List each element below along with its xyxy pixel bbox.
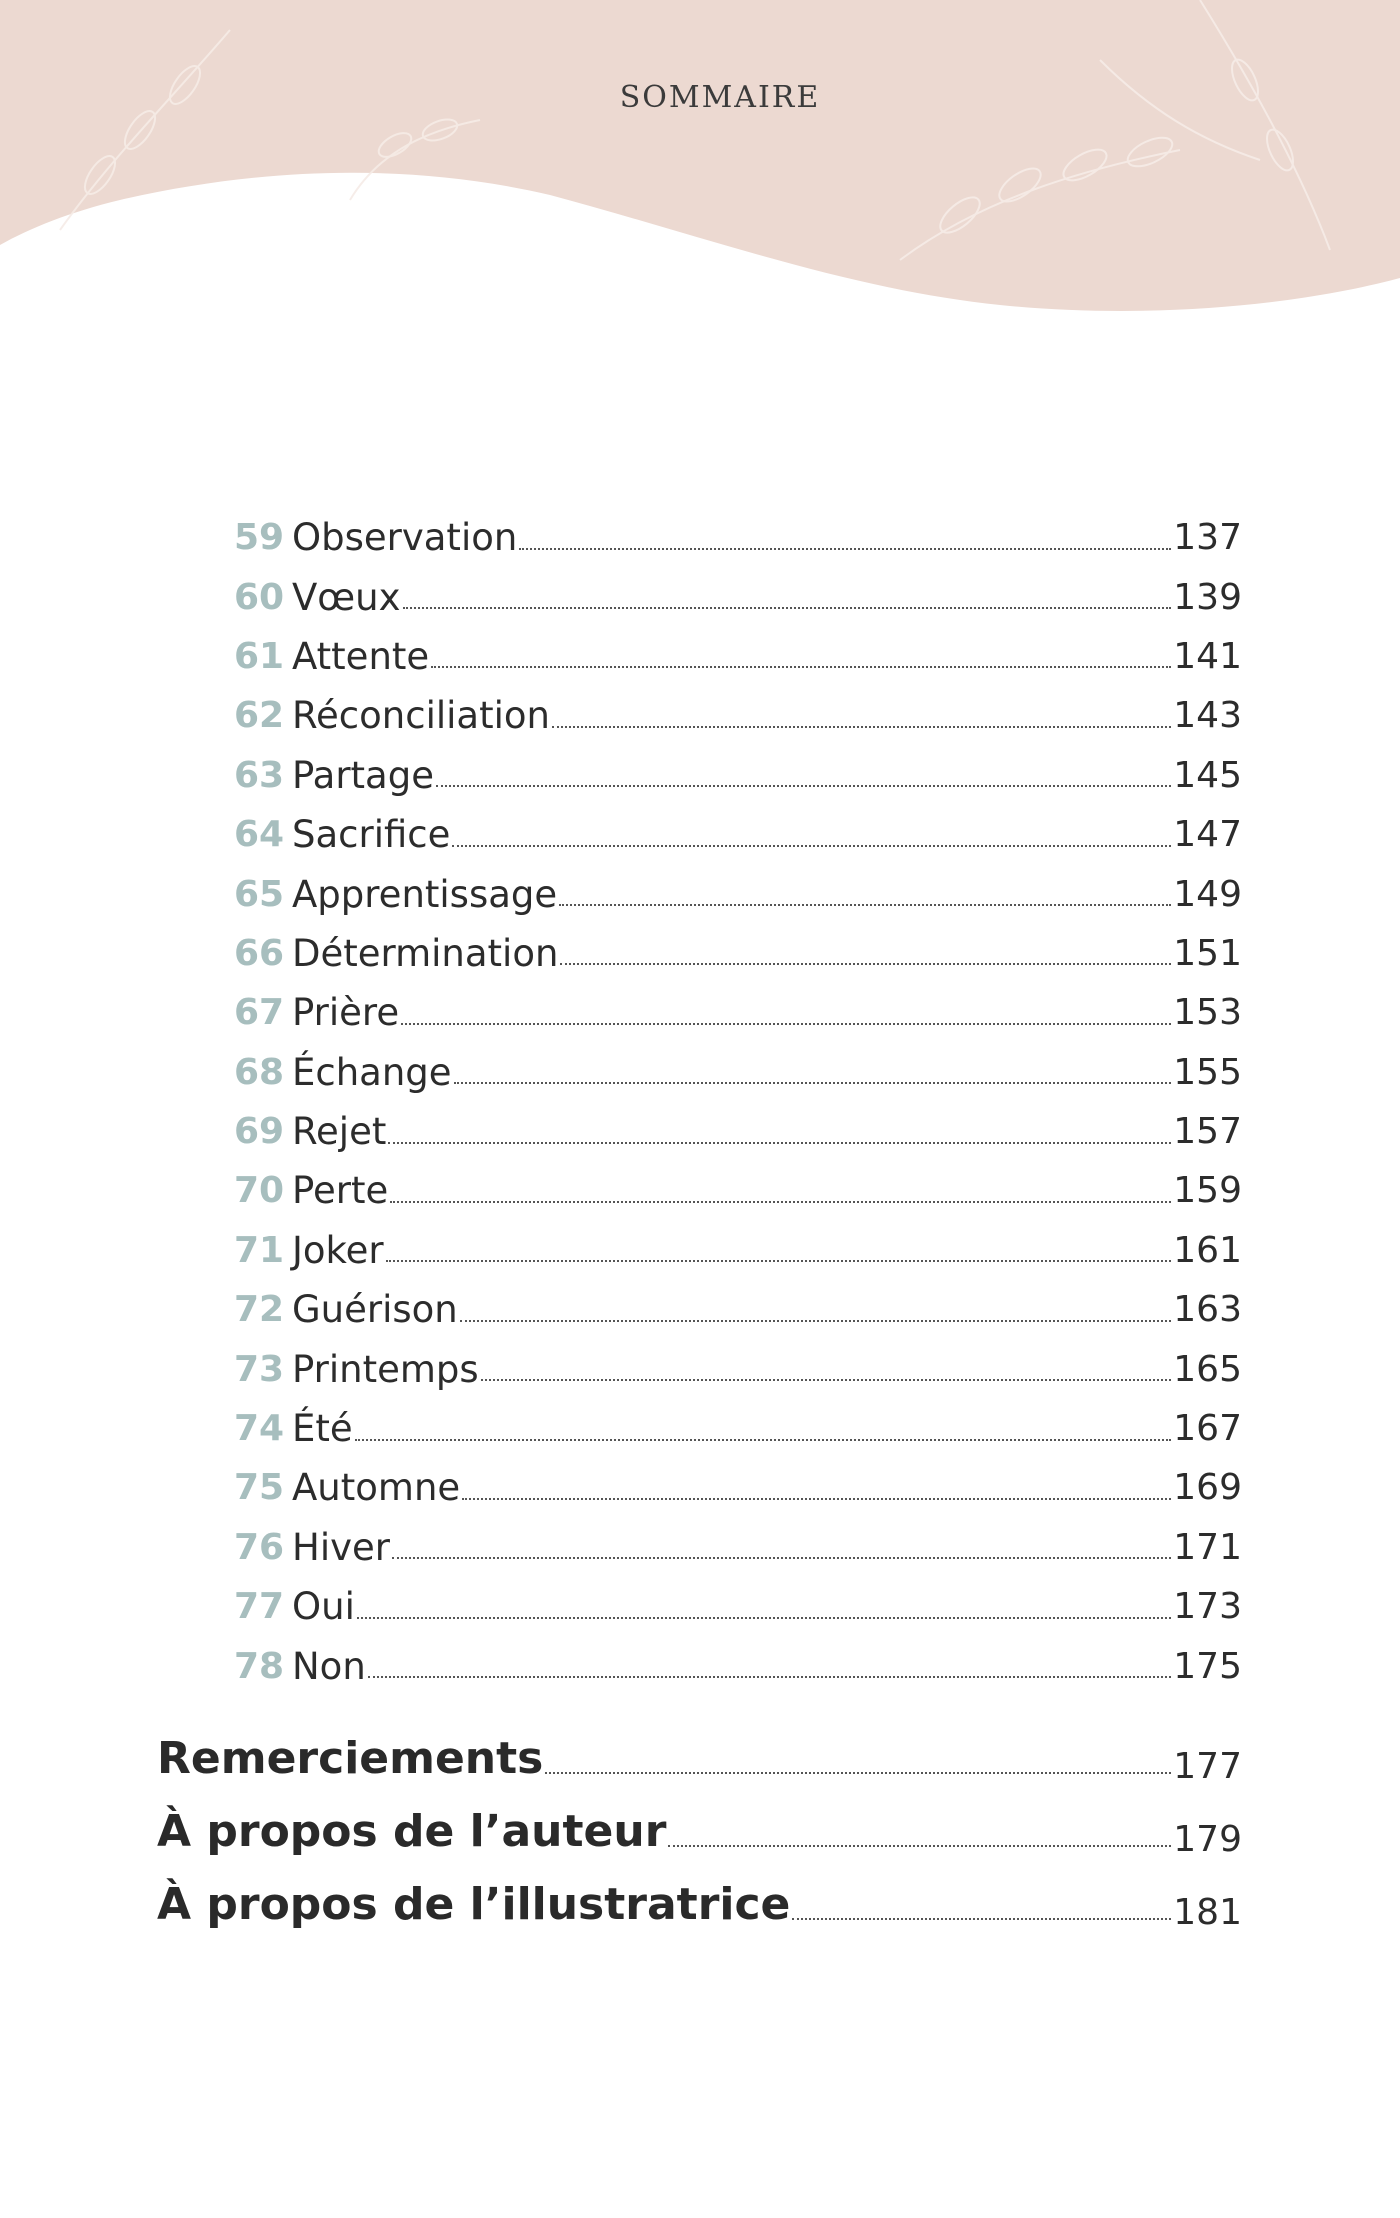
dot-leader <box>454 1082 1172 1084</box>
toc-entry-title: Automne <box>292 1466 461 1510</box>
toc-entry-page: 145 <box>1173 754 1242 796</box>
toc-entry-number: 62 <box>234 695 285 737</box>
toc-entry-page: 159 <box>1173 1170 1242 1212</box>
dot-leader <box>460 1320 1172 1322</box>
toc-entry-number: 74 <box>234 1408 285 1450</box>
toc-entry-title: Échange <box>292 1050 452 1094</box>
toc-entry <box>234 1339 1242 1398</box>
toc-entry <box>234 627 1242 686</box>
toc-entry <box>234 1636 1242 1695</box>
toc-entry <box>234 983 1242 1042</box>
toc-entry-page: 139 <box>1173 576 1242 618</box>
back-matter-entry <box>157 1795 1242 1868</box>
dot-leader <box>792 1918 1171 1920</box>
back-matter-entry <box>157 1722 1242 1795</box>
toc-entry <box>234 1043 1242 1102</box>
toc-entry-title: Attente <box>292 634 430 678</box>
toc-entry-page: 147 <box>1173 814 1242 856</box>
back-matter-title: Remerciements <box>157 1733 544 1784</box>
back-matter-entry <box>157 1868 1242 1941</box>
header-band <box>0 0 1400 320</box>
toc-entry-number: 68 <box>234 1051 285 1093</box>
toc-entry-number: 63 <box>234 754 285 796</box>
toc-entry-title: Oui <box>292 1585 355 1629</box>
toc-entry-page: 175 <box>1173 1645 1242 1687</box>
page-title: SOMMAIRE <box>619 80 821 115</box>
header-wave-background <box>0 0 1400 311</box>
dot-leader <box>481 1379 1172 1381</box>
toc-entry-number: 59 <box>234 517 285 559</box>
back-matter-list <box>157 1722 1242 1941</box>
toc-entry-page: 171 <box>1173 1526 1242 1568</box>
back-matter-title: À propos de l’illustratrice <box>157 1879 791 1930</box>
back-matter-title: À propos de l’auteur <box>157 1806 667 1857</box>
toc-entry-title: Observation <box>292 516 518 560</box>
toc-entry-title: Printemps <box>292 1347 479 1391</box>
toc-entry-page: 157 <box>1173 1111 1242 1153</box>
toc-list <box>234 508 1242 1696</box>
dot-leader <box>431 666 1171 668</box>
toc-entry-number: 67 <box>234 992 285 1034</box>
dot-leader <box>560 963 1171 965</box>
dot-leader <box>403 607 1172 609</box>
toc-entry-title: Sacrifice <box>292 813 451 857</box>
dot-leader <box>388 1142 1171 1144</box>
dot-leader <box>462 1498 1171 1500</box>
dot-leader <box>355 1439 1172 1441</box>
dot-leader <box>552 726 1171 728</box>
toc-entry-number: 61 <box>234 635 285 677</box>
toc-entry <box>234 924 1242 983</box>
dot-leader <box>668 1845 1171 1847</box>
toc-entry-title: Partage <box>292 753 434 797</box>
toc-entry-page: 167 <box>1173 1408 1242 1450</box>
back-matter-page: 177 <box>1173 1746 1242 1787</box>
toc-entry-number: 65 <box>234 873 285 915</box>
dot-leader <box>392 1557 1171 1559</box>
toc-entry-title: Été <box>292 1407 353 1451</box>
toc-entry-page: 163 <box>1173 1289 1242 1331</box>
toc-entry-page: 169 <box>1173 1467 1242 1509</box>
toc-entry-title: Joker <box>292 1228 384 1272</box>
toc-entry-title: Rejet <box>292 1110 387 1154</box>
back-matter-page: 181 <box>1173 1892 1242 1933</box>
toc-entry-number: 69 <box>234 1111 285 1153</box>
dot-leader <box>357 1617 1171 1619</box>
toc-entry-page: 173 <box>1173 1586 1242 1628</box>
toc-entry-title: Apprentissage <box>292 872 558 916</box>
toc-entry <box>234 567 1242 626</box>
toc-entry-page: 161 <box>1173 1229 1242 1271</box>
toc-entry-number: 70 <box>234 1170 285 1212</box>
toc-entry <box>234 864 1242 923</box>
toc-entry-title: Perte <box>292 1169 389 1213</box>
toc-entry-page: 137 <box>1173 517 1242 559</box>
dot-leader <box>559 904 1171 906</box>
toc-entry-title: Vœux <box>292 575 401 619</box>
toc-entry <box>234 1458 1242 1517</box>
toc-entry-title: Non <box>292 1644 366 1688</box>
toc-entry-title: Guérison <box>292 1288 458 1332</box>
toc-entry <box>234 1221 1242 1280</box>
toc-entry-number: 71 <box>234 1229 285 1271</box>
toc-entry-title: Prière <box>292 991 400 1035</box>
dot-leader <box>545 1772 1171 1774</box>
toc-entry-number: 78 <box>234 1645 285 1687</box>
toc-entry <box>234 1399 1242 1458</box>
toc-entry-page: 141 <box>1173 635 1242 677</box>
toc-entry-page: 151 <box>1173 932 1242 974</box>
toc-entry-number: 75 <box>234 1467 285 1509</box>
dot-leader <box>452 845 1171 847</box>
toc-entry <box>234 1102 1242 1161</box>
back-matter-page: 179 <box>1173 1819 1242 1860</box>
toc-entry-title: Détermination <box>292 931 559 975</box>
dot-leader <box>390 1201 1171 1203</box>
toc-entry <box>234 1577 1242 1636</box>
toc-entry-page: 149 <box>1173 873 1242 915</box>
dot-leader <box>368 1676 1172 1678</box>
toc-entry <box>234 746 1242 805</box>
toc-entry-title: Réconciliation <box>292 694 550 738</box>
toc-entry <box>234 686 1242 745</box>
dot-leader <box>519 548 1171 550</box>
toc-entry <box>234 805 1242 864</box>
dot-leader <box>386 1260 1172 1262</box>
toc-entry-number: 76 <box>234 1526 285 1568</box>
toc-entry-page: 153 <box>1173 992 1242 1034</box>
dot-leader <box>436 785 1171 787</box>
toc-entry-page: 155 <box>1173 1051 1242 1093</box>
toc-entry <box>234 1161 1242 1220</box>
toc-entry-page: 165 <box>1173 1348 1242 1390</box>
toc-entry-number: 72 <box>234 1289 285 1331</box>
toc-entry-number: 66 <box>234 932 285 974</box>
toc-entry-number: 73 <box>234 1348 285 1390</box>
toc-entry-number: 60 <box>234 576 285 618</box>
toc-entry <box>234 1280 1242 1339</box>
toc-entry-number: 64 <box>234 814 285 856</box>
toc-entry-title: Hiver <box>292 1525 390 1569</box>
toc-entry <box>234 508 1242 567</box>
toc-entry-number: 77 <box>234 1586 285 1628</box>
dot-leader <box>401 1023 1171 1025</box>
toc-entry <box>234 1518 1242 1577</box>
toc-entry-page: 143 <box>1173 695 1242 737</box>
